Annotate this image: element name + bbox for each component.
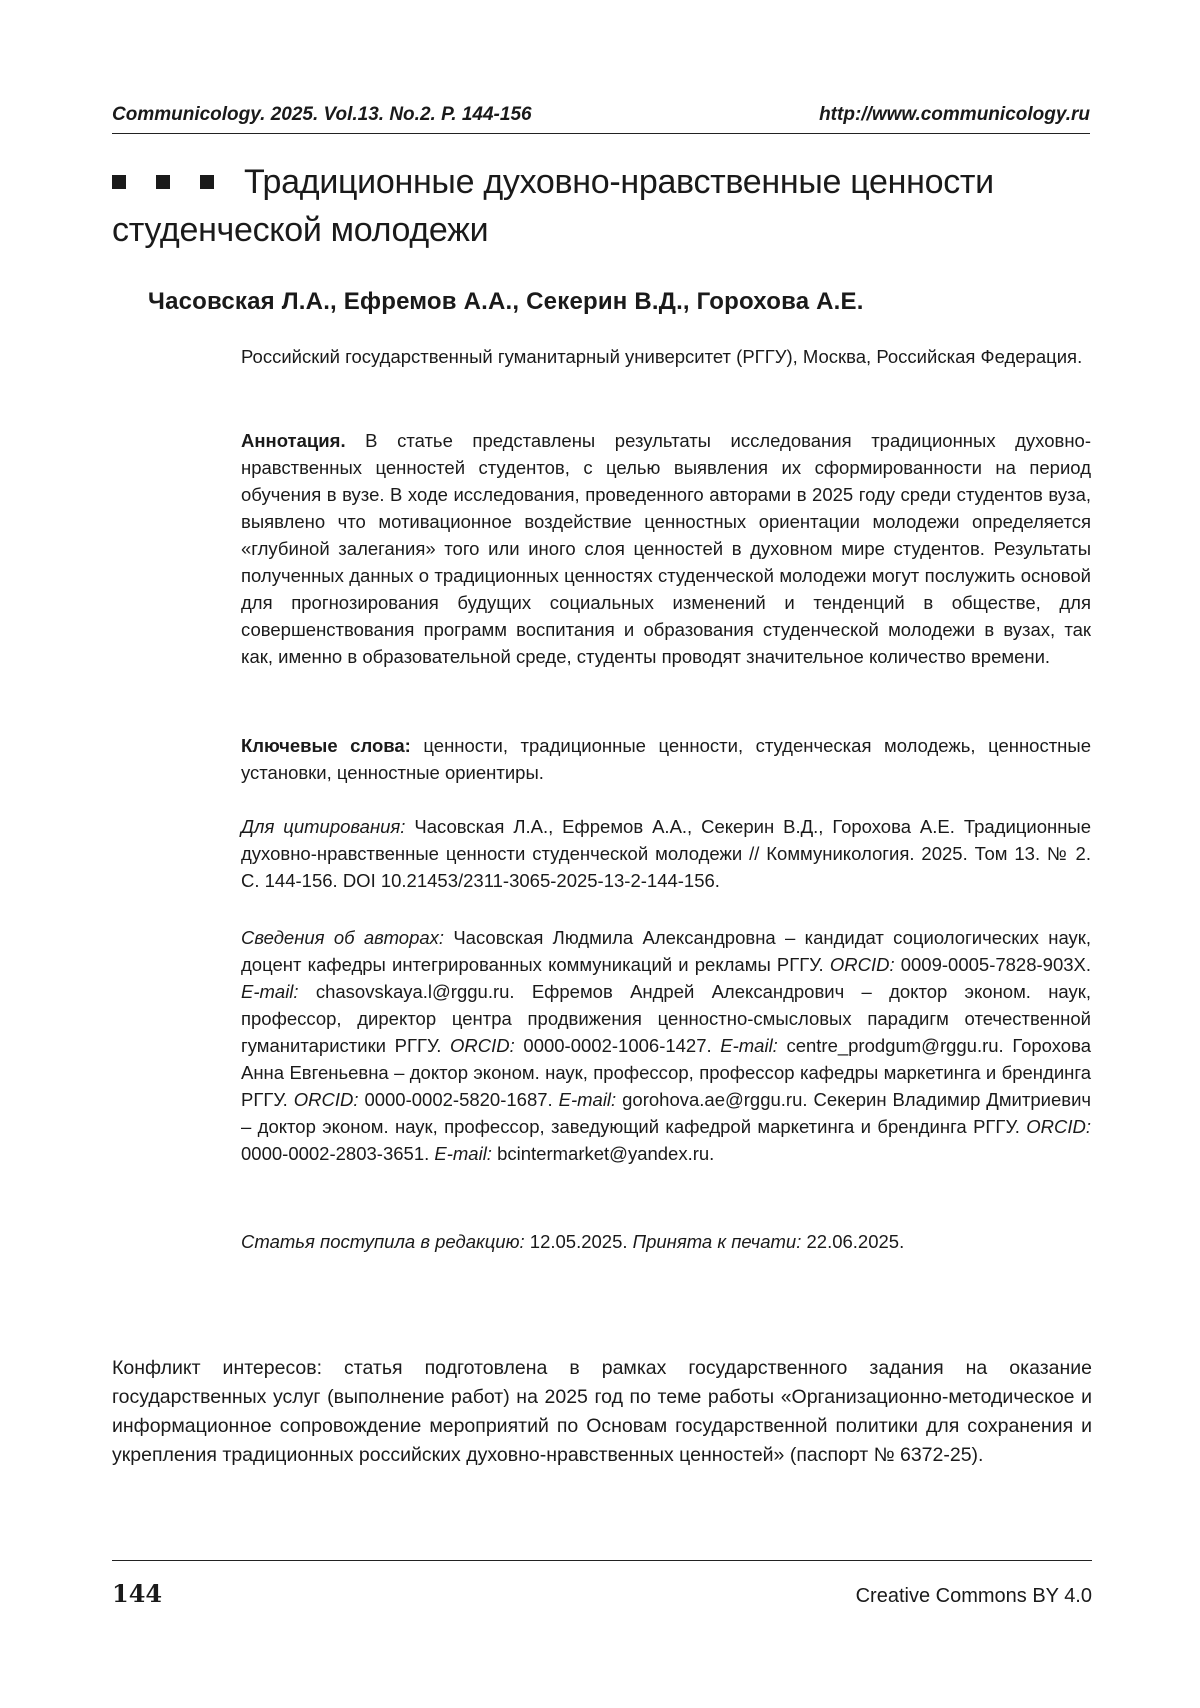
page-footer bbox=[112, 1560, 1092, 1608]
running-header bbox=[112, 104, 1090, 134]
orcid-label: ORCID: bbox=[450, 1035, 515, 1056]
author-4-email: bcintermarket@yandex.ru. bbox=[497, 1143, 715, 1164]
email-label: E-mail: bbox=[558, 1089, 617, 1110]
citation bbox=[241, 813, 1091, 894]
accepted-label: Принята к печати: bbox=[632, 1231, 802, 1252]
orcid-label: ORCID: bbox=[829, 954, 895, 975]
orcid-label: ORCID: bbox=[293, 1089, 359, 1110]
square-bullet-icon bbox=[156, 175, 170, 189]
keywords-text: ценности, традиционные ценности, студенческая молодежь, ценностные установки, ценностные ориентиры. bbox=[241, 735, 1091, 783]
title-line-2: студенческой молодежи bbox=[112, 211, 489, 249]
received-label: Статья поступила в редакцию: bbox=[241, 1231, 525, 1252]
article-title bbox=[112, 158, 1092, 254]
received-date: 12.05.2025. bbox=[529, 1231, 628, 1252]
authors: Часовская Л.А., Ефремов А.А., Секерин В.Д., Горохова А.Е. bbox=[148, 288, 864, 315]
accepted-date: 22.06.2025. bbox=[806, 1231, 905, 1252]
author-4-orcid: 0000-0002-2803-3651. bbox=[241, 1143, 430, 1164]
citation-label: Для цитирования: bbox=[241, 816, 406, 837]
page-number: 144 bbox=[112, 1579, 163, 1608]
orcid-label: ORCID: bbox=[1026, 1116, 1091, 1137]
author-1-email: chasovskaya.l@rggu.ru. bbox=[315, 981, 515, 1002]
author-3-info: Горохова Анна Евгеньевна – доктор эконом. наук, профессор, профессор кафедры маркетинга и брендинга РГГУ. bbox=[241, 1035, 1091, 1110]
author-3-orcid: 0000-0002-5820-1687. bbox=[364, 1089, 553, 1110]
abstract-label: Аннотация. bbox=[241, 430, 346, 451]
citation-text: Часовская Л.А., Ефремов А.А., Секерин В.Д., Горохова А.Е. Традиционные духовно-нравственные ценности студенческой молодежи // Коммуникология. 2025. Том 13. № 2. С. 144-156. DOI 10.21453/2311-3065-2025-13-2-144-156. bbox=[241, 816, 1092, 891]
square-bullet-icon bbox=[200, 175, 214, 189]
author-2-orcid: 0000-0002-1006-1427. bbox=[523, 1035, 712, 1056]
title-line-1: Традиционные духовно-нравственные ценности bbox=[244, 163, 994, 201]
author-2-info: Ефремов Андрей Александрович – доктор эконом. наук, профессор, директор центра продвижения ценностно-смысловых парадигм отечественной гуманитаристики РГГУ. bbox=[241, 981, 1091, 1056]
email-label: E-mail: bbox=[434, 1143, 492, 1164]
abstract bbox=[241, 427, 1091, 670]
submission-dates bbox=[241, 1228, 1091, 1255]
author-1-orcid: 0009-0005-7828-903X. bbox=[900, 954, 1092, 975]
square-bullet-icon bbox=[112, 175, 126, 189]
email-label: E-mail: bbox=[241, 981, 299, 1002]
abstract-text: В статье представлены результаты исследования традиционных духовно-нравственных ценностей студентов, с целью выявления их сформированности на период обучения в вузе. В ходе исследования, проведенного авторами в 2025 году среди студентов вуза, выявлено что мотивационное воздействие ценностных ориентации молодежи определяется «глубиной залегания» того или иного слоя ценностей в духовном мире студентов. Результаты полученных данных о традиционных ценностях студенческой молодежи могут послужить основой для прогнозирования будущих социальных изменений и тенденций в обществе, для совершенствования программ воспитания и образования студенческой молодежи в вузах, так как, именно в образовательной среде, студенты проводят значительное количество времени. bbox=[241, 430, 1092, 667]
author-3-email: gorohova.ae@rggu.ru. bbox=[622, 1089, 808, 1110]
author-4-info: Секерин Владимир Дмитриевич – доктор эконом. наук, профессор, заведующий кафедрой маркетинга и брендинга РГГУ. bbox=[241, 1089, 1092, 1137]
email-label: E-mail: bbox=[720, 1035, 778, 1056]
license-text: Creative Commons BY 4.0 bbox=[855, 1585, 1092, 1607]
conflict-of-interest: Конфликт интересов: статья подготовлена в рамках государственного задания на оказание государственных услуг (выполнение работ) на 2025 год по теме работы «Организационно-методическое и информационное сопровождение мероприятий по Основам государственной политики для сохранения и укрепления традиционных российских духовно-нравственных ценностей» (паспорт № 6372-25). bbox=[112, 1357, 1092, 1466]
author-1-info: Часовская Людмила Александровна – кандидат социологических наук, доцент кафедры интегрированных коммуникаций и рекламы РГГУ. bbox=[241, 927, 1092, 975]
keywords bbox=[241, 732, 1091, 786]
author-2-email: centre_prodgum@rggu.ru. bbox=[786, 1035, 1004, 1056]
journal-url: http://www.communicology.ru bbox=[819, 104, 1090, 125]
journal-reference: Communicology. 2025. Vol.13. No.2. P. 144-156 bbox=[112, 104, 532, 125]
about-authors-label: Сведения об авторах: bbox=[241, 927, 445, 948]
about-authors bbox=[241, 924, 1091, 1167]
affiliation: Российский государственный гуманитарный университет (РГГУ), Москва, Российская Федерация. bbox=[241, 346, 1083, 367]
keywords-label: Ключевые слова: bbox=[241, 735, 411, 756]
